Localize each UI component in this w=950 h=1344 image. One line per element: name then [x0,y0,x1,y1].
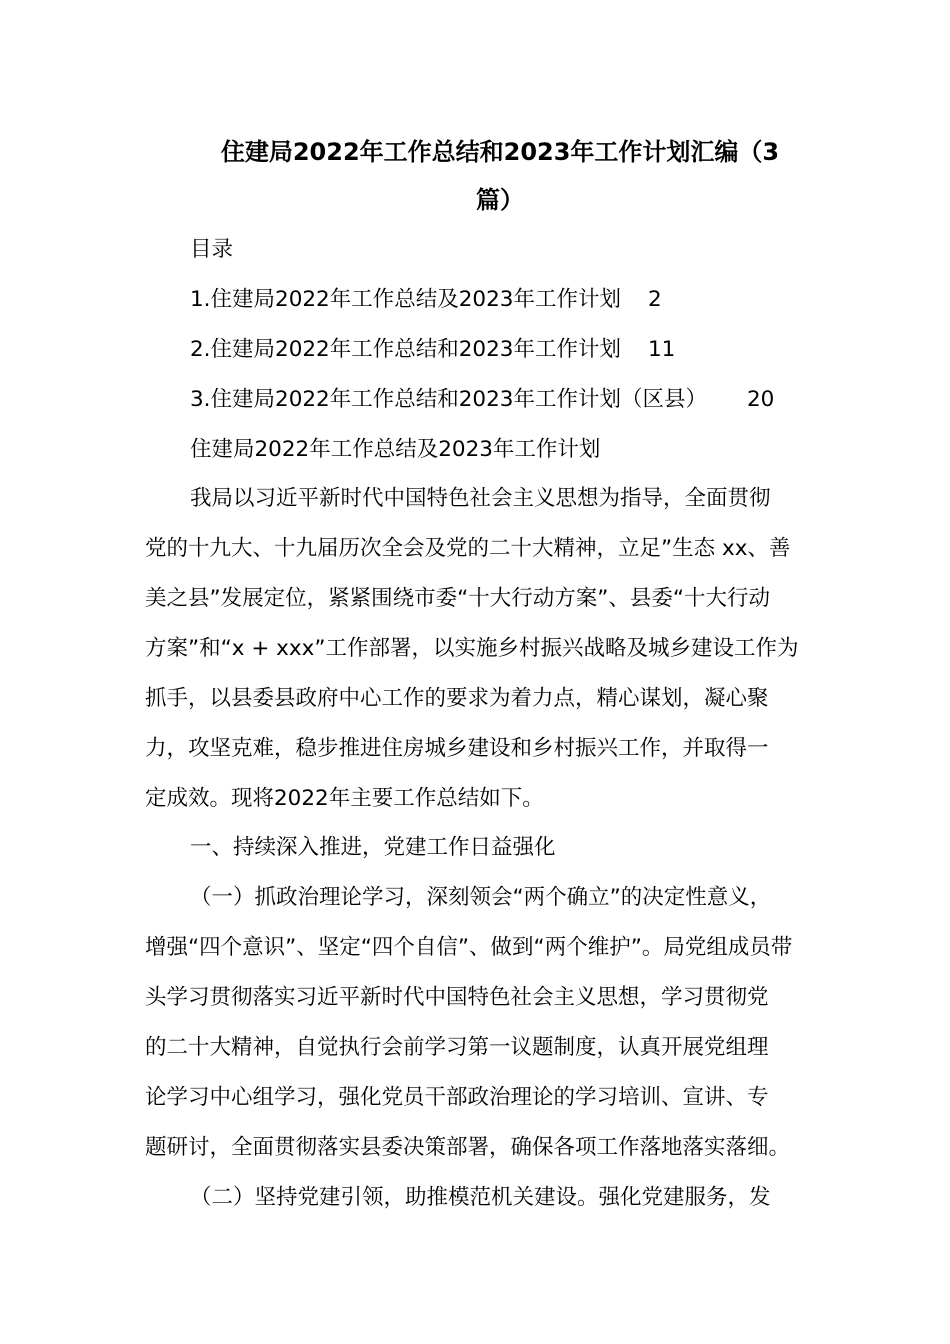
paragraph-2-line-2: 增强“四个意识”、坚定“四个自信”、做到“两个维护”。局党组成员带 [145,935,793,960]
paragraph-1-line-4: 方案”和“x + xxx”工作部署，以实施乡村振兴战略及城乡建设工作为 [145,636,799,661]
paragraph-2-line-6: 题研讨，全面贯彻落实县委决策部署，确保各项工作落地落实落细。 [145,1135,791,1160]
paragraph-1-line-1: 我局以习近平新时代中国特色社会主义思想为指导，全面贯彻 [190,486,771,511]
paragraph-2-line-5: 论学习中心组学习，强化党员干部政治理论的学习培训、宣讲、专 [145,1085,769,1110]
document-title-line-2: 篇） [476,186,524,214]
document-title-line-1: 住建局2022年工作总结和2023年工作计划汇编（3 [220,138,780,166]
toc-entry-1-label[interactable]: 1.住建局2022年工作总结及2023年工作计划 [190,287,621,312]
paragraph-1-line-7: 定成效。现将2022年主要工作总结如下。 [145,786,544,811]
toc-entry-3-page: 20 [747,387,775,412]
paragraph-1-line-3: 美之县”发展定位，紧紧围绕市委“十大行动方案”、县委“十大行动 [145,586,771,611]
section-title: 住建局2022年工作总结及2023年工作计划 [190,437,601,462]
paragraph-1-line-5: 抓手，以县委县政府中心工作的要求为着力点，精心谋划，凝心聚 [145,686,769,711]
toc-entry-2-label[interactable]: 2.住建局2022年工作总结和2023年工作计划 [190,337,621,362]
paragraph-1-line-6: 力，攻坚克难，稳步推进住房城乡建设和乡村振兴工作，并取得一 [145,736,769,761]
toc-entry-3-label[interactable]: 3.住建局2022年工作总结和2023年工作计划（区县） [190,387,707,412]
toc-entry-1-page: 2 [648,287,662,312]
paragraph-2-line-1: （一）抓政治理论学习，深刻领会“两个确立”的决定性意义， [190,885,772,910]
paragraph-2-line-4: 的二十大精神，自觉执行会前学习第一议题制度，认真开展党组理 [145,1035,769,1060]
toc-entry-2-page: 11 [648,337,676,362]
paragraph-1-line-2: 党的十九大、十九届历次全会及党的二十大精神，立足”生态 xx、善 [145,536,791,561]
paragraph-2-line-3: 头学习贯彻落实习近平新时代中国特色社会主义思想，学习贯彻党 [145,985,769,1010]
paragraph-3-line-1: （二）坚持党建引领，助推模范机关建设。强化党建服务，发 [190,1185,771,1210]
heading-section-1: 一、持续深入推进，党建工作日益强化 [190,835,556,860]
toc-heading: 目录 [190,237,234,262]
